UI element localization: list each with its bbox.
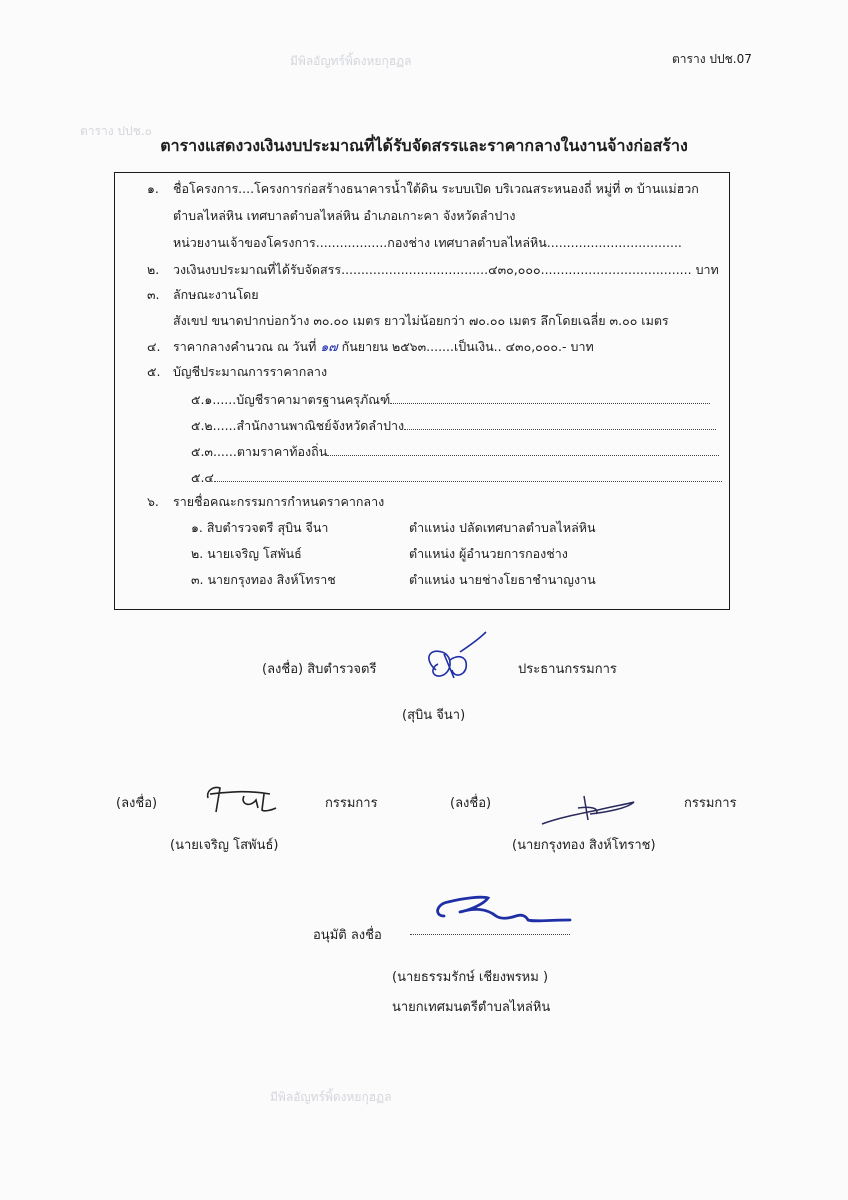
committee-member-3-name: ๓. นายกรุงทอง สิงห์โทราช (191, 572, 336, 587)
member-right-role: กรรมการ (684, 796, 737, 811)
item-2-budget: วงเงินงบประมาณที่ได้รับจัดสรร.....................................๔๓๐,๐๐๐...................................... บาท (173, 262, 719, 277)
item-4-median-price (173, 339, 594, 355)
item-6-label: รายชื่อคณะกรรมการกำหนดราคากลาง (173, 494, 385, 509)
bleed-through-mark: ตาราง ปปช.๐ (80, 124, 152, 138)
member-right-name: (นายกรุงทอง สิงห์โทราช) (512, 838, 656, 853)
bleed-through-mark: มีพิลอัญทร์พิ้ดงหยกุฮฏล (290, 54, 412, 68)
item-3-label: ลักษณะงานโดย (173, 287, 259, 302)
item-1-project-name: ชื่อโครงการ....โครงการก่อสร้างธนาคารน้ำใต้ดิน ระบบเปิด บริเวณสระหนองถี่ หมู่ที่ ๓ บ้านแม่ฮวก (173, 181, 699, 196)
item-4-number: ๔. (147, 339, 161, 354)
item-6-number: ๖. (147, 494, 159, 509)
item-4-day-handwritten: ๑๗ (320, 339, 338, 354)
committee-member-3-position: ตำแหน่ง นายช่างโยธาชำนาญงาน (409, 572, 596, 587)
project-details-box (114, 172, 730, 610)
approval-label: อนุมัติ ลงชื่อ (313, 928, 382, 943)
item-5-sub-3: ๕.๓......ตามราคาท้องถิ่น (191, 443, 719, 460)
member-left-name: (นายเจริญ โสพันธ์) (170, 838, 279, 853)
member-left-role: กรรมการ (325, 796, 378, 811)
chair-sign-label: (ลงชื่อ) สิบตำรวจตรี (262, 662, 377, 677)
item-3-description: สังเขป ขนาดปากบ่อกว้าง ๓๐.๐๐ เมตร ยาวไม่น้อยกว่า ๗๐.๐๐ เมตร ลึกโดยเฉลี่ย ๓.๐๐ เมตร (173, 313, 669, 328)
chair-name: (สุบิน จีนา) (402, 708, 466, 723)
approval-name: (นายธรรมรักษ์ เชียงพรหม ) (392, 970, 549, 985)
form-code: ตาราง ปปช.07 (672, 52, 752, 66)
chair-signature (414, 630, 494, 690)
item-4-label-a: ราคากลางคำนวณ ณ วันที่ (173, 339, 317, 354)
approval-position: นายกเทศมนตรีตำบลไหล่หิน (392, 1000, 551, 1015)
item-5-sub-1: ๕.๑......บัญชีราคามาตรฐานครุภัณฑ์ (191, 391, 710, 408)
item-4-label-b: กันยายน ๒๕๖๓.......เป็นเงิน.. ๔๓๐,๐๐๐.- บาท (341, 339, 594, 354)
committee-member-2-position: ตำแหน่ง ผู้อำนวยการกองช่าง (409, 546, 568, 561)
member-left-sign-label: (ลงชื่อ) (116, 796, 158, 811)
item-5-label: บัญชีประมาณการราคากลาง (173, 364, 328, 379)
member-right-sign-label: (ลงชื่อ) (450, 796, 492, 811)
item-2-number: ๒. (147, 262, 160, 277)
item-5-sub-4: ๕.๔ (191, 469, 722, 486)
item-1-owner-agency: หน่วยงานเจ้าของโครงการ..................กองช่าง เทศบาลตำบลไหล่หิน.................................. (173, 235, 682, 250)
member-right-signature (538, 794, 648, 834)
item-5-sub-2: ๕.๒......สำนักงานพาณิชย์จังหวัดลำปาง (191, 417, 716, 434)
chair-role: ประธานกรรมการ (518, 662, 617, 677)
item-1-number: ๑. (147, 181, 159, 196)
committee-member-2-name: ๒. นายเจริญ โสพันธ์ (191, 546, 302, 561)
item-3-number: ๓. (147, 287, 160, 302)
committee-member-1-position: ตำแหน่ง ปลัดเทศบาลตำบลไหล่หิน (409, 520, 596, 535)
document-title: ตารางแสดงวงเงินงบประมาณที่ได้รับจัดสรรและราคากลางในงานจ้างก่อสร้าง (160, 136, 688, 155)
item-5-number: ๕. (147, 364, 161, 379)
bleed-through-mark: มีพิลอัญทร์พิ้ดงหยกุฮฏล (270, 1090, 392, 1104)
committee-member-1-name: ๑. สิบตำรวจตรี สุบิน จีนา (191, 520, 329, 535)
approval-signature (430, 886, 580, 936)
item-1-location: ตำบลไหล่หิน เทศบาลตำบลไหล่หิน อำเภอเกาะคา จังหวัดลำปาง (173, 208, 516, 223)
member-left-signature (200, 782, 280, 822)
